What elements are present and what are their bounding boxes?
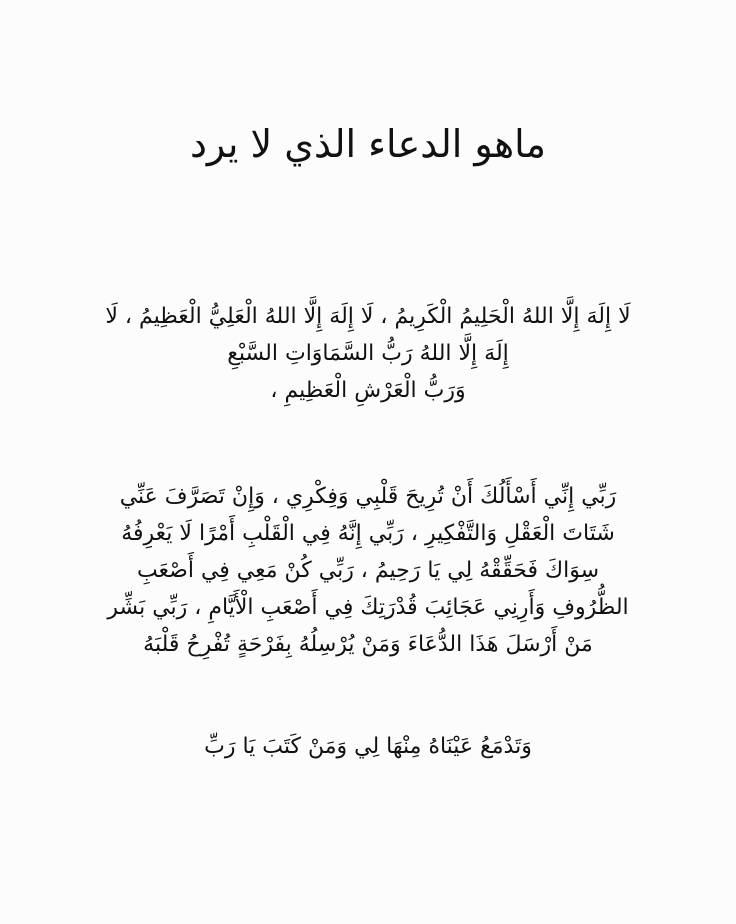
text-line: شَتَاتَ الْعَقْلِ وَالتَّفْكِيرِ ، رَبِّي إِنَّهُ فِي الْقَلْبِ أَمْرًا لَا يَعْرِفُهُ bbox=[121, 521, 615, 546]
paragraph-dhikr bbox=[60, 298, 676, 409]
text-line: وَتَدْمَعُ عَيْنَاهُ مِنْهَا لِي وَمَنْ كَتَبَ يَا رَبِّ bbox=[204, 734, 532, 759]
text-line: سِوَاكَ فَحَقِّقْهُ لِي يَا رَحِيمُ ، رَبِّي كُنْ مَعِي فِي أَصْعَبِ bbox=[136, 558, 600, 583]
text-line: الظُّرُوفِ وَأَرِنِي عَجَائِبَ قُدْرَتِكَ فِي أَصْعَبِ الْأَيَّامِ ، رَبِّي بَشِّر bbox=[107, 595, 629, 620]
text-line: لَا إِلَهَ إِلَّا اللهُ الْحَلِيمُ الْكَرِيمُ ، لَا إِلَهَ إِلَّا اللهُ الْعَلِيُّ الْعَظِيمُ ، لَا bbox=[105, 304, 631, 329]
paragraph-supplication bbox=[60, 478, 676, 663]
text-line: وَرَبُّ الْعَرْشِ الْعَظِيمِ ، bbox=[270, 378, 466, 403]
paragraph-closing bbox=[60, 728, 676, 765]
text-line: رَبِّي إِنِّي أَسْأَلُكَ أَنْ تُرِيحَ قَلْبِي وَفِكْرِي ، وَإِنْ تَصَرَّفَ عَنِّي bbox=[119, 484, 617, 509]
page-title: ماهو الدعاء الذي لا يرد bbox=[189, 122, 547, 166]
text-line: إِلَهَ إِلَّا اللهُ رَبُّ السَّمَاوَاتِ السَّبْعِ bbox=[227, 341, 509, 366]
text-line: مَنْ أَرْسَلَ هَذَا الدُّعَاءَ وَمَنْ يُرْسِلُهُ بِفَرْحَةٍ تُفْرِحُ قَلْبَهُ bbox=[143, 632, 593, 657]
